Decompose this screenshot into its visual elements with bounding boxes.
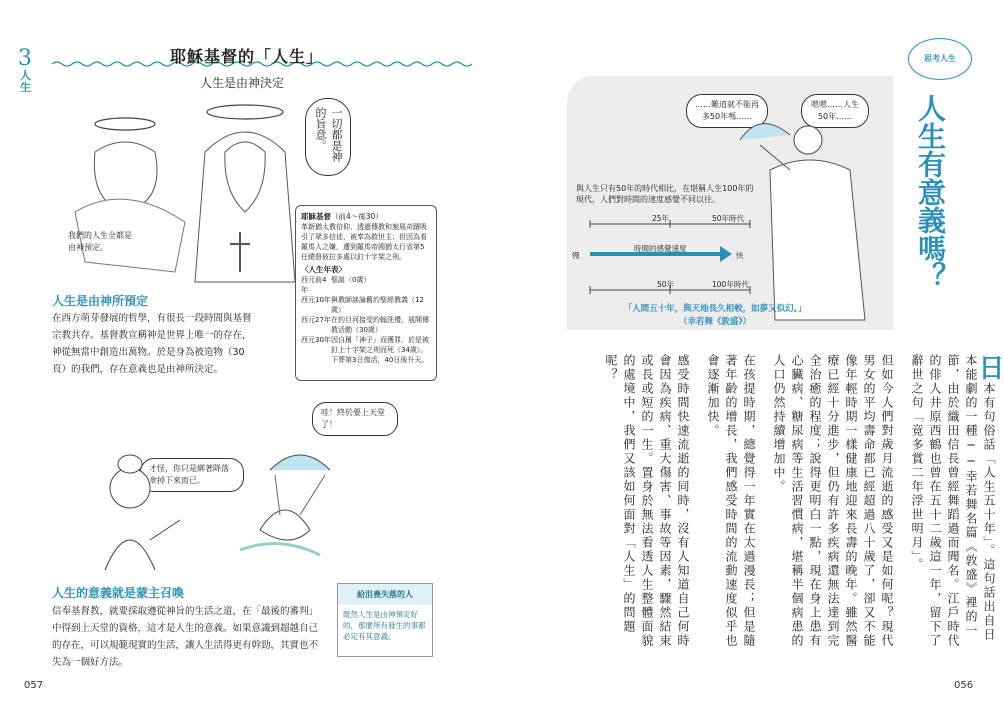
bio-box [295,205,437,381]
god-jesus-illustration [55,92,305,292]
atsumori-quote: 「人間五十年，與天地長久相較，如夢又似幻。」 （幸若舞《敦盛》） [623,304,807,327]
bubble-nobunaga-2: 嗯嗯……人生50年…… [801,94,869,128]
bio-lifespan: （前4～後30） [331,212,383,221]
timeline-row: 西元30年 因自稱「神子」而獲罪，於是被釘上十字架之刑而死（34歲）。下葬第3日復活，40日後升天。 [301,336,429,364]
tick-100-era: 100年時代 [712,280,749,289]
think-life-badge: 思考人生 [908,38,972,80]
page-number-left: 057 [24,680,44,691]
label-fast: 快 [736,251,744,260]
tick-50-era: 50年時代 [712,214,745,223]
bubble-parachute: 才怪，你只是綁著降落傘掉下來而已。 [140,458,244,492]
diagram-caption: 與人生只有50年的時代相比，在堪稱人生100年的現代，人們對時間的速度感覺不同以往。 [576,184,754,204]
bubble-heaven: 哇！終於要上天堂了！ [312,402,398,436]
bio-title: 耶穌基督 [301,212,331,221]
dropcap: 日 [974,354,1004,382]
timeline-row: 西元27年 在約旦河接受約翰洗禮，展開傳教活動（30歲） [301,316,429,334]
arrow-label: 時間的感覺速度 [634,244,687,253]
big-question: 人生有意義嗎？ [914,94,947,290]
timeline-title: 〈人生年表〉 [301,265,346,274]
tick-50: 50年 [657,280,675,289]
time-speed-diagram [580,212,780,302]
tip-box [337,583,433,657]
timeline-row: 西元10年 與教師談論舊約聖經教義（12歲） [301,296,424,314]
tip-body: 既然人生是由神預定好的，那麼所有發生的事都必定有其意義。 [343,610,426,641]
section1-body: 在西方萌芽發展的哲學，有很長一段時間與基督宗教共存。基督教宣稱神是世界上唯一的存在，神從無當中創造出萬物。於是身為被造物（30頁）的我們，存在意義也是由神所決定。 [52,313,252,375]
bubble-our-life: 我們的人生全都是由神預定。 [68,231,132,252]
woman-parachute-illustration [90,440,340,570]
page-title: 耶穌基督的「人生」 [170,47,324,66]
label-slow: 慢 [572,251,580,260]
section2-heading: 人生的意義就是蒙主召喚 [52,586,185,600]
section2-body: 信奉基督教，就要採取遵從神旨的生活之道，在「最後的審判」中得到上天堂的資格，這才是人生的意義。如果意識到超越自己的存在，可以規範現實的生活，讓人生活得更有幹勁，其實也不失為一個好方法。 [52,606,319,668]
chapter-number: 3 [18,46,32,71]
page-subtitle: 人生是由神決定 [200,76,285,90]
timeline-row: 西元前4年 聖誕（0歲） [301,276,371,294]
tip-title: 給沮喪失落的人 [338,584,432,605]
main-vertical-text: 日本有句俗話「人生五十年」。這句話出自日本能劇的一種──幸若舞名篇《敦盛》裡的一節，由於織田信長曾經舞蹈過而聞名。江戶時代的俳人井原西鶴也曾在五十二歲這一年，留下了辭世之句「竟多賞二年浮世明月」。 但如今人們對歲月流逝的感受又是如何呢？現代男女的平均壽命都已經超過八十歲了，卻又不能像年輕時期一樣健康地迎來長壽的晚年。雖然醫療已經十分進步，但仍有許多疾病還無法達到完全治癒的程度；說得更明白一點，現在身上患有心臟病、糖尿病等生活習慣病，堪稱半個病患的人口仍然持續增加中。 在孩提時期，總覺得一年實在太過漫長；但是隨著年齡的增長，我們感受時間的流動速度似乎也會逐漸加快。 感受時間快速流逝的同時，沒有人知道自己何時會因為疾病、重大傷害、事故等因素，驟然結束或長或短的一生。置身於無法看透人生整體面貌的處境中，我們又該如何面對「人生」的問題呢？ [604,354,1004,648]
bubble-gods-will: 一切都是神的旨意。 [305,98,351,176]
bubble-nobunaga-1: ……難道就不能再多50年嗎…… [686,94,768,128]
bio-intro: 革新猶太教信仰，透過傳教和施展奇蹟吸引了眾多信徒，被奉為救世主；但因為看羅馬人之嫌，遭到羅馬帝國猶太行省第5任總督彼拉多處以釘十字架之刑。 [301,223,427,261]
page-number-right: 056 [954,680,974,691]
tick-25: 25年 [652,214,670,223]
section1-heading: 人生是由神所預定 [52,294,149,308]
chapter-label: 人生 [20,69,31,94]
